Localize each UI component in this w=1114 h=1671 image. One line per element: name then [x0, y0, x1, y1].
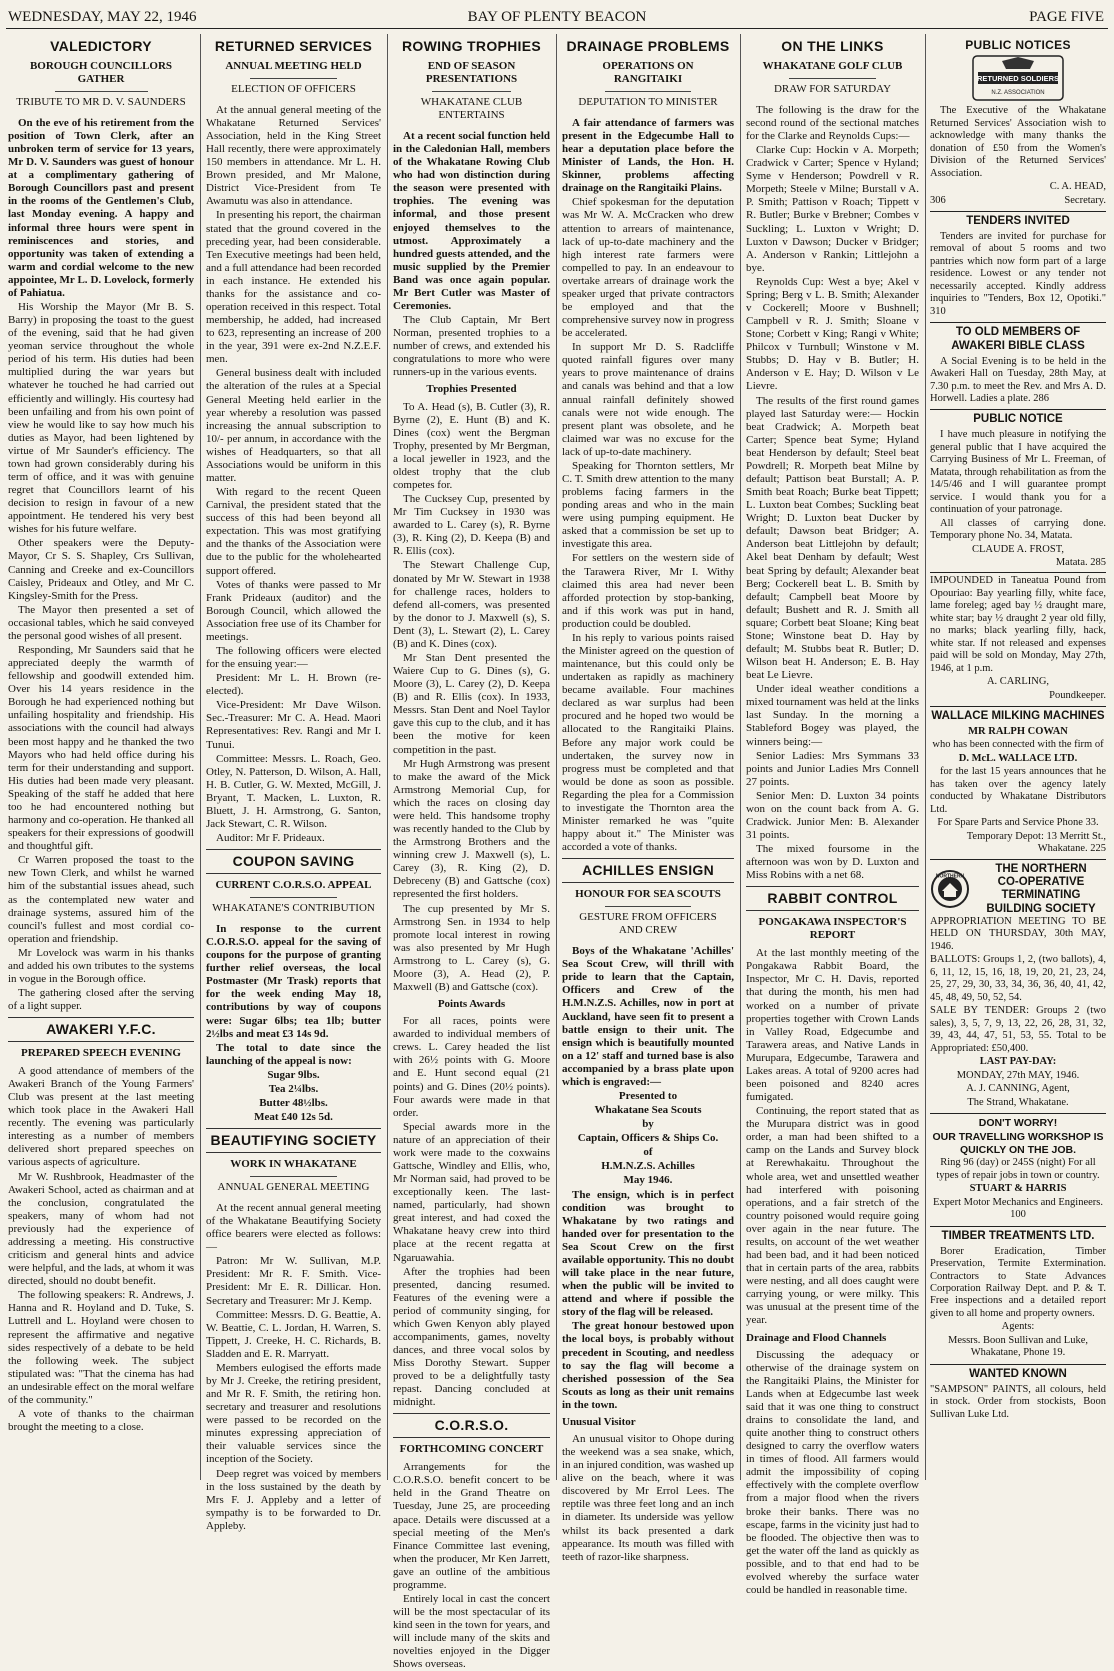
divider: [55, 91, 148, 92]
subheadline: FORTHCOMING CONCERT: [399, 1443, 544, 1456]
title-line: BUILDING SOCIETY: [986, 902, 1096, 915]
headline-wanted-known: WANTED KNOWN: [930, 1364, 1106, 1382]
headline-bible-class: TO OLD MEMBERS OF AWAKERI BIBLE CLASS: [930, 322, 1106, 353]
notice-name: MR RALPH COWAN: [968, 726, 1068, 737]
returned-soldiers-badge-icon: [972, 55, 1064, 101]
notice-role: Expert Motor Mechanics and Engineers. 100: [933, 1196, 1103, 1221]
article-paragraph: The results of the first round games played last Saturday were:— Hockin beat Cradwick; A. Morpeth beat Carter; Spence beat Syme; Hyland beat Henderson by default; Steel beat Powdrell; R. Morpeth beat Milne by default; Pattison beat Burstall; A. P. Smith beat Roach; Burke beat Tippett; L. Luxton beat Combes; Suckling beat Wright; D. Luxton beat Ducker by default; Dawson beat Bridger; A. Anderson beat Littlejohn by default; Akel beat Denham by default; West beat Spring by default; Alexander beat Berg; Cockerell beat L. B. Smith by default; Campbell beat Moore by default; Bushett and R. J. Smith all square; Corbett beat Sloane; King beat Stone; Winstone beat D. Hay by default; M. Stubbs beat R. Butler; D. Wilson beat H. Anderson; E. B. Hay beat Le Lievre.: [746, 394, 919, 682]
notice-text: SALE BY TENDER: Groups 2 (two sales), 3, 5, 7, 9, 13, 22, 26, 28, 31, 32, 39, 43, 44, 47, 51, 53, 55. Total to be Appropriated: £50,400.: [930, 1005, 1106, 1054]
notice-text: APPROPRIATION MEETING TO BE HELD ON THURSDAY, 30th MAY, 1946.: [930, 915, 1106, 952]
divider: [605, 906, 691, 907]
article-paragraph: In presenting his report, the chairman stated that the ground covered in the preceding year, had been considerable. Ten Executive meetings had been held, and a full attendance had been recorded in each instance. He extended his thanks for the assistance and co-operation received in this respect. Total membership, he added, had increased to 623, representing an increase of 200 in the year, 391 were ex-2nd N.Z.E.F. men.: [206, 209, 381, 366]
article-paragraph: Other speakers were the Deputy-Mayor, Cr S. S. Shapley, Crs Sullivan, Canning and Creeke and ex-Councillors Caisley, Prideaux and Otley, and Mr C. Kingsley-Smith for the Press.: [8, 537, 194, 602]
column-rule: [556, 34, 557, 1480]
building-society-emblem-icon: [930, 869, 970, 909]
subheadline: ANNUAL MEETING HELD: [225, 59, 362, 72]
inscription-line: Presented to: [618, 1090, 678, 1103]
notice-text: For Spare Parts and Service Phone 33.: [937, 817, 1099, 829]
article-paragraph: The Stewart Challenge Cup, donated by Mr W. Stewart in 1938 for challenge races, holders to defend all-comers, was presented by the donor to J. Maxwell (s), S. Dent (3), L. Stewart (2), L. Carey (B) and K. Dines (cox).: [393, 559, 550, 650]
article-paragraph: The total to date since the launching of the appeal is now:: [206, 1041, 381, 1067]
inscription-line: H.M.N.Z.S. Achilles: [601, 1160, 695, 1173]
headline-on-the-links: ON THE LINKS: [781, 38, 884, 54]
article-paragraph: Clarke Cup: Hockin v A. Morpeth; Cradwick v Carter; Spence v Hyland; Syme v Henderson; Powdrell v R. Morpeth; Steele v Milne; Burstall v A. P. Smith; Pattison v Roach; Tippett v R. Butler; Burke v Brebner; Combes v Suckling; L. Luxton v Wright; D. Luxton v Dawson; Ducker v Bridger; A. Anderson v Rankin; Littlejohn a bye.: [746, 144, 919, 274]
headline-tenders: TENDERS INVITED: [930, 211, 1106, 229]
article-paragraph: A vote of thanks to the chairman brought the meeting to a close.: [8, 1407, 194, 1434]
article-paragraph: The Cucksey Cup, presented by Mr Tim Cucksey in 1930 was awarded to L. Carey (s), R. Byrne (3), R. King (2), D. Keepa (B) and R. Ellis (cox).: [393, 493, 550, 558]
headline-wallace: WALLACE MILKING MACHINES: [930, 706, 1106, 724]
subheadline: WORK IN WHAKATANE: [230, 1157, 357, 1170]
article-paragraph: Speaking for Thornton settlers, Mr C. T. Smith drew attention to the many problems facing farmers in the ponding areas and who in the main were using pumping equipment. He asked that a commission be set up to investigate this area.: [562, 459, 734, 551]
notice-text: All classes of carrying done. Temporary phone No. 34, Matata.: [930, 517, 1106, 542]
article-paragraph: Responding, Mr Saunders said that he appreciated deeply the warmth of fellowship and goodwill extended him. Over his 14 years residence in the Borough he had experienced nothing but unfailing hospitality and friendship. His associations with the council had always been most happy and he thanked the two Mayors who had held office during his term for their understanding and support. His duties had been made very pleasant. Speaking of the staff he added that here too he had encountered nothing but harmony and co-operation. He thanked all speakers for their expressions of goodwill and thoughtful gift.: [8, 644, 194, 853]
article-paragraph: The following is the draw for the second round of the sectional matches for the Clarke and Reynolds Cups:—: [746, 103, 919, 142]
subheadline: DEPUTATION TO MINISTER: [578, 95, 718, 108]
column-rule: [200, 34, 201, 1480]
list-item: Meat £40 12s 5d.: [254, 1111, 333, 1124]
headline-public-notices: PUBLIC NOTICES: [965, 38, 1071, 52]
article-paragraph: At the last monthly meeting of the Pongakawa Rabbit Board, the Inspector, Mr C. H. Davis, reported that during the month, his men had worked on a number of private properties together with Crown Lands in Valley Road, Edgecumbe and Tarawera areas, and Native Lands in Murupara, Edgecumbe, Tarawera and Lakes areas. A total of 9200 acres had been poisoned and 8240 acres fumigated.: [746, 947, 919, 1104]
article-paragraph: Members eulogised the efforts made by Mr J. Creeke, the retiring president, and Mr R. F. Smith, the retiring hon. secretary and treasurer and resolutions were passed to be recorded on the minutes expressing appreciation of their valuable services since the inception of the Society.: [206, 1361, 381, 1466]
article-paragraph: Mr W. Rushbrook, Headmaster of the Awakeri School, acted as chairman and at the conclusion, congratulated the speakers, many of whom had not previously had the experience of addressing a meeting. His constructive criticism and general hints and advice were helpful, and the lads, at whom it was directed, should no doubt benefit.: [8, 1170, 194, 1288]
notice-place: The Strand, Whakatane.: [967, 1096, 1069, 1108]
notice-name: D. McL. WALLACE LTD.: [958, 752, 1078, 764]
article-paragraph: Under ideal weather conditions a mixed tournament was held at the links last Sunday. In the morning a Stableford Bogey was played, the winners being:—: [746, 683, 919, 748]
subheadline: END OF SEASON PRESENTATIONS: [425, 59, 518, 85]
article-paragraph: Entirely local in cast the concert will be the most spectacular of its kind seen in the town for years, and will include many of the skits and novelties enjoyed in the Digger Shows overseas.: [393, 1592, 551, 1671]
emblem-label: NORTHERN: [935, 873, 965, 880]
inscription-line: Captain, Officers & Ships Co.: [577, 1132, 719, 1145]
article-paragraph: The cup presented by Mr S. Armstrong Sen. in 1934 to help promote local interest in rowing was also presented by Mr Hugh Armstrong to L. Carey (s), G. Moore (3), A. Head (2), P. Maxwell (B) and Gattsche (cox).: [393, 902, 550, 993]
notice-headline: OUR TRAVELLING WORKSHOP IS QUICKLY ON THE JOB.: [932, 1131, 1104, 1156]
article-paragraph: Boys of the Whakatane 'Achilles' Sea Scout Crew, will thrill with pride to learn that the Captain, Officers and Crew of the H.M.N.Z.S. Achilles, now in port at Auckland, have seen fit to present a battle ensign to their unit. The ensign which is beautifully mounted on a 12' staff and turned base is also accompanied by a brass plate upon which is engraved:—: [562, 945, 734, 1088]
article-paragraph: Vice-President: Mr Dave Wilson. Sec.-Treasurer: Mr C. A. Head. Maori Representatives: Rev. Rangi and Mr I. Tunui.: [206, 699, 381, 751]
building-society-title: [976, 863, 1106, 916]
article-paragraph: Special awards more in the nature of an appreciation of their work were made to the coxwains Gattsche, Windley and Ellis, who, Mr Norman said, had proved to be exceptionally keen. The last-named, particularly, had shown great interest, and had coxed the Whakatane heavy crew into third place at the recent regatta at Ngaruawahia.: [393, 1120, 550, 1264]
divider: [250, 897, 338, 898]
badge-label: RETURNED SOLDIERS: [976, 74, 1060, 84]
subheadline: TRIBUTE TO MR D. V. SAUNDERS: [16, 95, 186, 108]
article-paragraph: His Worship the Mayor (Mr B. S. Barry) in proposing the toast to the guest of the evening, said that he had given yeoman service throughout the whole period of his term. His duties had been multiplied during the war years but whatever he touched he had carried out efficiently and willingly. His courtesy had been unfailing and from his own point of view he would like to say how much his duties as Mayor, had been lightened by virtue of Mr Saunder's efficiency. The town had grown considerably during his term of office, and it was with genuine regret that Councillors learnt of his decision to resign in favour of a new appointment. He tendered his very best wishes for his future welfare.: [8, 300, 194, 536]
newspaper-title: BAY OF PLENTY BEACON: [467, 9, 647, 25]
notice-text: "SAMPSON" PAINTS, all colours, held in stock. Order from stockists, Boon Sullivan Luke Ltd.: [930, 1383, 1106, 1420]
inscription-line: May 1946.: [623, 1174, 673, 1187]
subheadline: GESTURE FROM OFFICERS AND CREW: [579, 911, 717, 937]
article-paragraph: General business dealt with included the alteration of the rules at a Special General Meeting held earlier in the year whereby a resolution was passed increasing the annual subscription to 10/- per annum, in accordance with the wishes of Headquarters, so that all Associations would be uniform in this matter.: [206, 367, 381, 484]
section-heading: Trophies Presented: [426, 383, 517, 396]
notice-text: Messrs. Boon Sullivan and Luke, Whakatane, Phone 19.: [948, 1334, 1088, 1359]
divider: [432, 91, 511, 92]
badge-sublabel: N.Z. ASSOCIATION: [991, 90, 1045, 97]
subheadline: OPERATIONS ON RANGITAIKI: [602, 59, 694, 85]
subheadline: WHAKATANE GOLF CLUB: [762, 59, 903, 72]
subheadline: HONOUR FOR SEA SCOUTS: [575, 887, 721, 900]
notice-signature: STUART & HARRIS: [969, 1183, 1067, 1195]
notice-text: Ring 96 (day) or 245S (night) For all types of repair jobs in town or country.: [936, 1157, 1100, 1181]
article-paragraph: At the recent annual general meeting of the Whakatane Beautifying Society office bearers were elected as follows:—: [206, 1201, 381, 1254]
headline-awakeri-yfc: AWAKERI Y.F.C.: [8, 1017, 194, 1042]
article-paragraph: The Club Captain, Mr Bert Norman, presented trophies to a number of crews, and extended his congratulations to more who were runners-up in the various events.: [393, 314, 550, 379]
headline-dont-worry: DON'T WORRY!: [930, 1113, 1106, 1129]
article-paragraph: President: Mr L. H. Brown (re-elected).: [206, 672, 381, 698]
article-paragraph: The ensign, which is in perfect condition was brought to Whakatane by two ratings and handed over for presentation to the Sea Scout Crew on the first available opportunity. This no doubt will take place in the near future, when the public will be invited to attend and where if possible the story of the flag will be released.: [562, 1188, 734, 1319]
column-4: [562, 34, 734, 1563]
article-paragraph: Continuing, the report stated that as the Murupara district was in good order, a man had been shifted to a camp on the Lands and Survey block at Rerewhakaitu. Throughout the whole area, wet and unsettled weather had interfered with poisoning operations, and a fair stretch of the country poisoned would require going over again in the near future. The results, on account of the wet weather had been bad, and it had been noticed that in certain parts of the area, rabbits were nesting, and all does caught were carrying young, or were milky. This was unusual at the present time of the year.: [746, 1105, 919, 1327]
article-paragraph: With regard to the recent Queen Carnival, the president stated that the success of this had been beyond all expectation. This was most gratifying and the thanks of the Association were due to the public for the wholehearted support offered.: [206, 486, 381, 577]
subheadline: CURRENT C.O.R.S.O. APPEAL: [215, 878, 372, 891]
notice-place: Matata. 285: [1055, 557, 1106, 568]
article-paragraph: After the trophies had been presented, dancing resumed. Features of the evening were a period of community singing, for which Gwen Kenyon ably played accompaniments, games, novelty dances, and three vocal solos by Miss Dorothy Stewart. Supper proved to be a delightfully tasty repast. Dancing concluded at midnight.: [393, 1265, 550, 1409]
subheadline: ELECTION OF OFFICERS: [231, 82, 356, 95]
notice-footer: [930, 195, 1106, 207]
headline-rabbit-control: RABBIT CONTROL: [746, 886, 919, 911]
divider: [250, 1176, 338, 1177]
notice-text: Agents:: [1001, 1321, 1035, 1333]
subheadline: PREPARED SPEECH EVENING: [21, 1046, 181, 1059]
notice-text: who has been connected with the firm of: [932, 739, 1104, 751]
article-paragraph: Votes of thanks were passed to Mr Frank Prideaux (auditor) and the Borough Council, which allowed the Association free use of its Chamber for meetings.: [206, 578, 381, 643]
article-paragraph: Cr Warren proposed the toast to the new Town Clerk, and whilst he warned him of the substantial issues ahead, such as the contemplated new water and drainage systems, assured him of the council's fullest and most cordial co-operation and friendship.: [8, 854, 194, 945]
article-paragraph: For settlers on the western side of the Tarawera River, Mr I. Withy claimed this area had never been afforded protection by stop-banking, and if this work was put in hand, production could be doubled.: [562, 552, 734, 630]
article-paragraph: Patron: Mr W. Sullivan, M.P. President: Mr R. F. Smith. Vice-President: Mr E. R. Dillicar. Hon. Secretary and Treasurer: Mr J. Kemp.: [206, 1255, 381, 1307]
article-paragraph: At the annual general meeting of the Whakatane Returned Services' Association, held in the King Street Hall recently, there were approximately 150 members in attendance. Mr L. H. Brown presided, and Mr Malone, District Vice-President from Te Awamutu was also in attendance.: [206, 103, 381, 208]
section-heading: Unusual Visitor: [562, 1415, 636, 1428]
list-item: Butter 48½lbs.: [259, 1097, 328, 1110]
article-paragraph: For all races, points were awarded to individual members of crews. L. Carey headed the list with 26½ points with G. Moore and E. Hunt second equal (21 points) and G. Dines (20½ points). Four awards were made in that order.: [393, 1015, 550, 1119]
column-rule: [740, 34, 741, 1480]
title-line: THE NORTHERN: [995, 862, 1087, 875]
subheadline: BOROUGH COUNCILLORS GATHER: [29, 59, 173, 85]
notice-ref: 306: [930, 194, 946, 206]
article-paragraph: Reynolds Cup: West a bye; Akel v Spring; Berg v L. B. Smith; Alexander v Cockerell; Moore v Bushnell; Campbell v R. J. Smith; Sloane v Stone; Corbett v King; Rangi v White; Philcox v Turnbull; Winstone v M. Stubbs; D. Hay v B. Butler; H. Anderson v E. Hay; D. Wilson v Le Lievre.: [746, 275, 919, 393]
building-society-header: [930, 859, 1106, 916]
list-item: Tea 2¼lbs.: [268, 1082, 319, 1095]
article-paragraph: An unusual visitor to Ohope during the weekend was a sea snake, which, in an injured condition, was washed up alive on the beach, where it was discovered by Mr Errol Lees. The reptile was three feet long and an inch in diameter. Its underside was yellow whilst its back presented a dark appearance. Its mouth was filled with teeth of razor-like sharpness.: [562, 1432, 734, 1563]
article-lead: At a recent social function held in the Caledonian Hall, members of the Whakatane Rowing Club who had won distinction during the season were presented with trophies. The evening was informal, and those present enjoyed themselves to the utmost. Approximately a hundred guests attended, and the music supplied by the Premier Band was once again popular. Mr Bert Cutler was Master of Ceremonies.: [393, 129, 550, 312]
section-heading: Drainage and Flood Channels: [746, 1331, 887, 1344]
column-1: [8, 34, 194, 1480]
article-paragraph: Committee: Messrs. D. G. Beattie, A. W. Beattie, C. L. Jordan, H. Warren, S. Tippett, J. Creeke, H. C. Richards, B. Sladden and E. R. Marryatt.: [206, 1308, 381, 1360]
article-paragraph: Deep regret was voiced by members in the loss sustained by the death by Mrs F. J. Appleby and a letter of sympathy is to be forwarded to Dr. Appleby.: [206, 1467, 381, 1532]
inscription-line: by: [642, 1118, 654, 1131]
notice-text: Temporary Depot: 13 Merritt St., Whakatane. 225: [966, 830, 1106, 855]
article-paragraph: The Mayor then presented a set of occasional tables, which he said conveyed the personal good wishes of all present.: [8, 603, 194, 642]
article-paragraph: To A. Head (s), B. Cutler (3), R. Byrne (2), E. Hunt (B) and K. Dines (cox) went the Bergman Trophy, presented by Mr Bergman, a local jeweller in 1923, and the oldest trophy that the club competes for.: [393, 400, 550, 491]
divider: [250, 78, 338, 79]
article-lead: On the eve of his retirement from the position of Town Clerk, after an unbroken term of service for 13 years, Mr D. V. Saunders was guest of honour at a complimentary gathering of Borough Councillors past and present in the rooms of the Gentlemen's Club, last Monday evening. A happy and informal three hours were spent in reminiscences and stories, and opportunity was taken of extending a warm and cordial welcome to the new appointee, Mr L. D. Lovelock, formerly of Pahiatua.: [8, 116, 194, 299]
column-rule: [387, 34, 388, 1480]
article-paragraph: The great honour bestowed upon the local boys, is probably without precedent in Scouting, and needless to say the flag will become a cherished possession of the Sea Scouts as long as their unit remains in the town.: [562, 1320, 734, 1411]
article-paragraph: Chief spokesman for the deputation was Mr W. A. McCracken who drew attention to arrears of maintenance, lack of up-to-date machinery and the high interest rate farmers were compelled to pay. In an endeavour to overtake arrears of drainage work the speaker urged that private contractors be employed and that the comprehensive survey now in progress be accelerated.: [562, 196, 734, 340]
headline-beautifying-society: BEAUTIFYING SOCIETY: [206, 1128, 381, 1153]
headline-public-notice: PUBLIC NOTICE: [930, 409, 1106, 427]
column-3: [393, 34, 551, 1671]
notice-text: The Executive of the Whakatane Returned Services' Association wish to acknowledge with many thanks the donation of £50 from the Women's Division of the Returned Services' Association.: [930, 105, 1106, 179]
divider: [789, 78, 876, 79]
notice-signature: C. A. HEAD,: [1049, 181, 1106, 193]
article-lead: A fair attendance of farmers was present in the Edgecumbe Hall to hear a deputation place before the Minister of Lands, the Hon. H. Skinner, problems affecting drainage on the Rangitaiki Plains.: [562, 116, 734, 195]
inscription-line: Whakatane Sea Scouts: [594, 1104, 702, 1117]
article-paragraph: The gathering closed after the serving of a light supper.: [8, 987, 194, 1013]
notice-text: Borer Eradication, Timber Preservation, Termite Extermination. Contractors to State Advances Corporation Railway Dept. and P. & T. Free inspections and a detailed report given to all home and property owners.: [930, 1245, 1106, 1319]
article-paragraph: The mixed foursome in the afternoon was won by D. Luxton and Miss Robins with a net 68.: [746, 843, 919, 882]
notice-signature: A. CARLING,: [986, 676, 1050, 688]
headline-valedictory: VALEDICTORY: [50, 38, 152, 54]
headline-corso: C.O.R.S.O.: [393, 1413, 550, 1438]
article-paragraph: Discussing the adequacy or otherwise of the drainage system on the Rangitaiki Plains, the Minister for Lands when at Edgecumbe last week said that it was one thing to construct drains to consolidate the land, and quite another thing to construct others designed to carry the overflow waters in times of flood. All farmers would admit the impossibility of coping effectively with the complete overflow from a major flood when the rivers broke their banks. There was no escape, farms in the vicinity just had to be flooded. The objective then was to get the water off the land as quickly as possible, and to that end had to be evolved whereby the surface water could be handled in reasonable time.: [746, 1348, 919, 1596]
article-paragraph: Senior Ladies: Mrs Symmans 33 points and Junior Ladies Mrs Connell 27 points.: [746, 749, 919, 788]
headline-timber: TIMBER TREATMENTS LTD.: [930, 1226, 1106, 1244]
divider: [605, 91, 691, 92]
subheadline: PONGAKAWA INSPECTOR'S REPORT: [758, 916, 907, 942]
column-rule: [925, 34, 926, 1480]
page-number: PAGE FIVE: [1029, 9, 1104, 25]
notice-text: LAST PAY-DAY:: [979, 1056, 1057, 1068]
notice-text: I have much pleasure in notifying the general public that I have acquired the Carrying Business of Mr L. Freeman, of Matata, through rehabilitation as from the 14/5/46 and I will guarantee prompt service. I would thank you for a continuation of your patronage.: [930, 429, 1106, 516]
article-paragraph: The following officers were elected for the ensuing year:—: [206, 645, 381, 671]
notice-impounded: IMPOUNDED in Taneatua Pound from Opouriao: Bay yearling filly, white face, lame foreleg; aged bay ½ draught mare, white star; bay ½ draught 2 year old filly, no marks; black yearling filly, hack, white star. If not released and expenses paid will be sold on Monday, May 27th, 1946, at 1 p.m.: [930, 575, 1106, 674]
title-line: CO-OPERATIVE: [997, 876, 1085, 889]
subheadline: DRAW FOR SATURDAY: [773, 82, 892, 95]
list-item: Sugar 9lbs.: [267, 1068, 320, 1081]
inscription-line: of: [643, 1146, 653, 1159]
headline-achilles-ensign: ACHILLES ENSIGN: [562, 858, 734, 883]
title-line: TERMINATING: [1001, 889, 1081, 902]
article-paragraph: Auditor: Mr F. Prideaux.: [216, 832, 325, 845]
article-paragraph: In support Mr D. S. Radcliffe quoted rainfall figures over many years to prove maintenance of drains and canals was behind and that a low annual rainfall definitely showed canals were not wide enough. The present plant was obsolete, and he claimed war was no excuse for the lack of up-to-date machinery.: [562, 341, 734, 458]
headline-rowing-trophies: ROWING TROPHIES: [401, 38, 542, 54]
masthead: [6, 6, 1108, 29]
notice-text: Tenders are invited for purchase for removal of about 5 rooms and two pantries which now form part of a large residence. Lowest or any tender not necessarily accepted. Kindly address inquiries to "Tenders, Box 12, Opotiki." 310: [930, 230, 1106, 317]
article-paragraph: Arrangements for the C.O.R.S.O. benefit concert to be held in the Grand Theatre on Tuesday, June 25, are proceeding apace. Details were discussed at a special meeting of the Men's Finance Committee last evening, when the producer, Mr Ken Jarrett, gave an outline of the ambitious programme.: [393, 1461, 550, 1591]
article-paragraph: In his reply to various points raised the Minister agreed on the question of maintenance, but this could only be undertaken as rapidly as machinery became available. Four machines declared as war surplus had been procured and he hoped two would be allocated to the Rangitaiki Plains. Before any major work could be undertaken, the survey now in progress must be completed and that would be done as soon as possible. Regarding the plea for a Commission to investigate the Thornton area the Minister remarked he was "quite happy about it." The Minister was accorded a vote of thanks.: [562, 631, 734, 854]
article-paragraph: Mr Lovelock was warm in his thanks and added his own tributes to the systems in vogue in the Borough office.: [8, 946, 194, 985]
notice-text: for the last 15 years announces that he has taken over the agency lately conducted by Whakatane Distributors Ltd.: [930, 766, 1106, 815]
article-paragraph: Senior Men: D. Luxton 34 points won on the count back from A. G. Cradwick. Junior Men: B. Alexander 31 points.: [746, 789, 919, 842]
subheadline: ANNUAL GENERAL MEETING: [217, 1180, 370, 1193]
notice-signature: CLAUDE A. FROST,: [972, 543, 1064, 555]
subheadline: WHAKATANE CLUB ENTERTAINS: [420, 95, 523, 121]
column-5: [746, 34, 919, 1596]
headline-returned-services: RETURNED SERVICES: [214, 38, 373, 54]
notice-text: MONDAY, 27th MAY, 1946.: [956, 1069, 1080, 1081]
article-paragraph: Mr Stan Dent presented the Waiere Cup to G. Dines (s), G. Moore (3), L. Carey (2), D. Keepa (B) and R. Ellis (cox). In 1933, Messrs. Stan Dent and Noel Taylor gave this cup to the club, and it has been the motive for keen competition in the past.: [393, 652, 550, 756]
subheadline: WHAKATANE'S CONTRIBUTION: [212, 901, 375, 914]
issue-date: WEDNESDAY, MAY 22, 1946: [8, 9, 197, 25]
notice-signature: A. J. CANNING, Agent,: [966, 1083, 1070, 1095]
notice-text: A Social Evening is to be held in the Awakeri Hall on Tuesday, 28th May, at 7.30 p.m. to meet the Rev. and Mrs A. D. Horwell. Ladies a plate. 286: [930, 355, 1106, 404]
article-paragraph: In response to the current C.O.R.S.O. appeal for the saving of coupons for the purpose of granting further relief overseas, the local Postmaster (Mr Trask) reports that for the week ending May 18, contributions by way of coupons were: Sugar 6lbs; tea 1lb; butter 2½lbs and meat £3 14s 9d.: [206, 923, 381, 1040]
notice-role: Secretary.: [1064, 194, 1106, 206]
article-paragraph: Committee: Messrs. L. Roach, Geo. Otley, N. Patterson, D. Wilson, A. Hall, H. B. Cutler, G. W. Mexted, McGill, J. Bryant, T. Macken, L. Luxton, R. Bluett, J. H. Armstrong, G. Santon, Jack Stewart, C. R. Wilson.: [206, 752, 381, 831]
article-paragraph: A good attendance of members of the Awakeri Branch of the Young Farmers' Club was present at the last meeting which took place in the Awakeri Hall recently. The evening was particularly interesting as a number of members delivered short prepared speeches on various aspects of agriculture.: [8, 1064, 194, 1169]
article-paragraph: The following speakers: R. Andrews, J. Hanna and R. Hoyland and D. Tuke, S. Luttrell and L. Hoyland were chosen to represent the affirmative and negative sides respectively of a debate to be held the following week. The subject stipulated was: "That the cinema has had an undesirable effect on the moral welfare of the community.": [8, 1289, 194, 1406]
headline-drainage-problems: DRAINAGE PROBLEMS: [566, 38, 730, 54]
article-paragraph: Mr Hugh Armstrong was present to make the award of the Mick Armstrong Memorial Cup, for which the races on closing day were held. This handsome trophy was recently handed to the Club by the Armstrong Brothers and the winning crew J. Maxwell (s), L. Carey (3), R. King (2), D. Debreceny (B) and Gattsche (cox) represented the first holders.: [393, 757, 550, 901]
notice-role: Poundkeeper.: [1049, 689, 1106, 701]
column-2: [206, 34, 381, 1532]
headline-coupon-saving: COUPON SAVING: [206, 849, 381, 874]
notice-text: BALLOTS: Groups 1, 2, (two ballots), 4, 6, 11, 12, 15, 16, 18, 19, 20, 21, 23, 24, 25, 27, 29, 30, 33, 34, 36, 36, 40, 41, 42, 45, 48, 49, 50, 52, 54.: [930, 954, 1106, 1003]
section-heading: Points Awards: [437, 998, 506, 1011]
column-6-notices: [930, 34, 1106, 1480]
